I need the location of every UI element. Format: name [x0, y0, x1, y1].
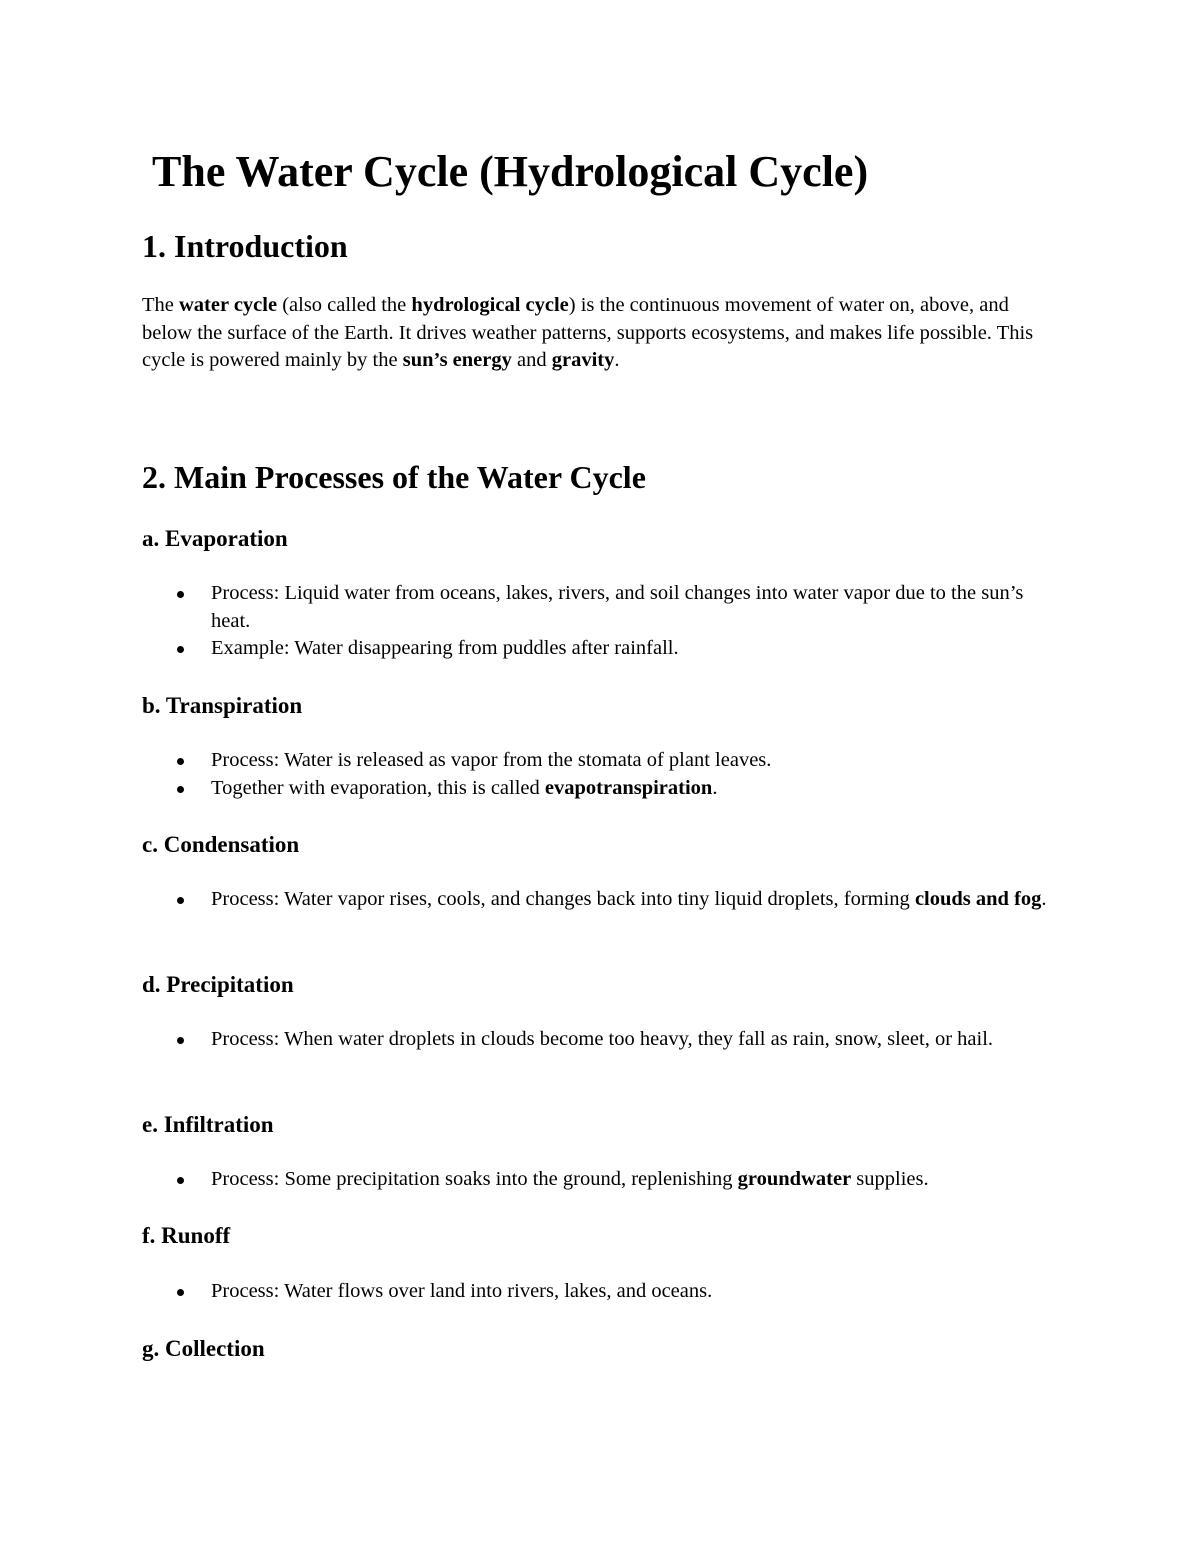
evaporation-list [142, 580, 1062, 663]
bullet-icon [177, 758, 184, 765]
collection-heading: g. Collection [142, 1336, 265, 1361]
list-item: Process: When water droplets in clouds become too heavy, they fall as rain, snow, sleet, or hail. [142, 1026, 1062, 1054]
bullet-icon [177, 786, 184, 793]
runoff-heading: f. Runoff [142, 1223, 231, 1248]
evaporation-heading: a. Evaporation [142, 526, 288, 551]
term-water-cycle: water cycle [179, 294, 278, 316]
runoff-list [142, 1278, 1062, 1306]
intro-heading: 1. Introduction [142, 228, 348, 264]
document-title: The Water Cycle (Hydrological Cycle) [152, 147, 869, 196]
bullet-icon [177, 646, 184, 653]
transpiration-list [142, 747, 1062, 802]
bullet-icon [177, 897, 184, 904]
term-clouds-and-fog: clouds and fog [914, 888, 1042, 910]
term-hydrological-cycle: hydrological cycle [411, 294, 569, 316]
processes-heading: 2. Main Processes of the Water Cycle [142, 459, 646, 495]
term-groundwater: groundwater [737, 1168, 852, 1190]
transpiration-heading: b. Transpiration [142, 693, 303, 718]
condensation-list [142, 886, 1062, 914]
bullet-icon [177, 1289, 184, 1296]
list-item: Process: Some precipitation soaks into the ground, replenishing groundwater supplies. [142, 1166, 1062, 1194]
term-gravity: gravity [551, 349, 615, 371]
bullet-icon [177, 1037, 184, 1044]
precipitation-heading: d. Precipitation [142, 972, 294, 997]
list-item: Together with evaporation, this is called evapotranspiration. [142, 775, 1062, 803]
infiltration-heading: e. Infiltration [142, 1112, 274, 1137]
list-item: Process: Water flows over land into rivers, lakes, and oceans. [142, 1278, 1062, 1306]
condensation-heading: c. Condensation [142, 832, 300, 857]
list-item: Process: Water vapor rises, cools, and changes back into tiny liquid droplets, forming clouds and fog. [142, 886, 1062, 914]
infiltration-list [142, 1166, 1062, 1194]
list-item: Process: Water is released as vapor from the stomata of plant leaves. [142, 747, 1062, 775]
precipitation-list [142, 1026, 1062, 1054]
term-evapotranspiration: evapotranspiration [544, 776, 713, 799]
bullet-icon [177, 591, 184, 598]
list-item: Example: Water disappearing from puddles after rainfall. [142, 635, 1062, 663]
list-item: Process: Liquid water from oceans, lakes, rivers, and soil changes into water vapor due to the sun’s heat. [142, 580, 1062, 635]
bullet-icon [177, 1177, 184, 1184]
intro-paragraph: The water cycle (also called the hydrological cycle) is the continuous movement of water on, above, and below the surface of the Earth. It drives weather patterns, supports ecosystems, and makes life possible. This cycle is powered mainly by the sun’s energy and gravity. [142, 294, 1034, 371]
term-suns-energy: sun’s energy [402, 349, 512, 371]
